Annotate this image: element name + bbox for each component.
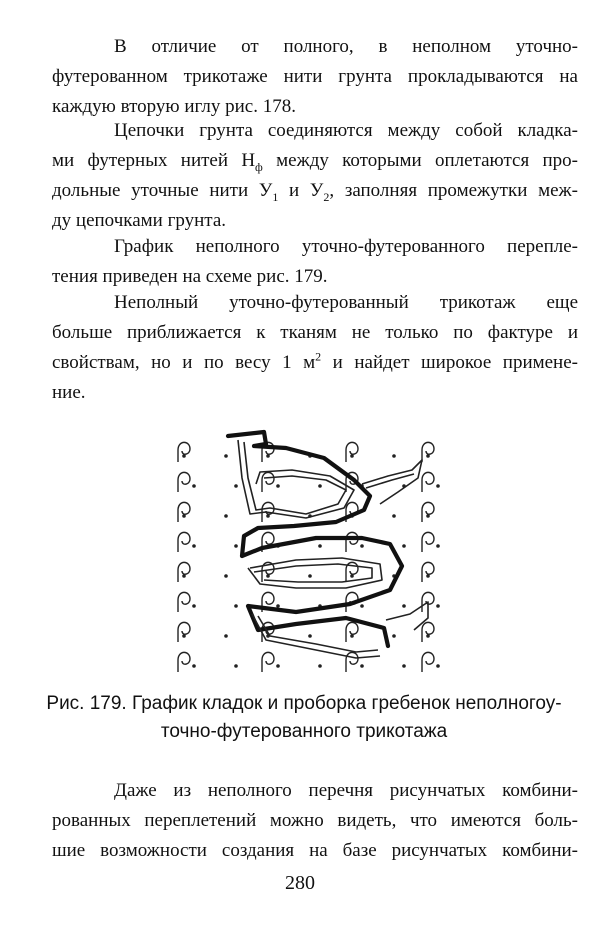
page-number: 280	[285, 872, 315, 894]
needle-dot	[436, 484, 440, 488]
text-line: Неполный уточно-футерованный трикотаж еще	[114, 292, 578, 313]
chain-loop	[422, 472, 434, 492]
chain-loop	[422, 652, 434, 672]
needle-dot	[224, 454, 228, 458]
needle-dot	[192, 484, 196, 488]
needle-dot	[318, 484, 322, 488]
needle-dot	[234, 484, 238, 488]
text-line: больше приближается к тканям не только по фактуре и	[52, 322, 578, 343]
chain-loop	[262, 472, 274, 492]
chain-loop	[346, 532, 358, 552]
text-fragment: ми футерных нитей Н	[52, 150, 256, 171]
text-fragment: , заполняя промежутки меж-	[329, 180, 578, 201]
needle-dot	[192, 604, 196, 608]
superscript: 2	[315, 349, 322, 364]
needle-dot	[436, 544, 440, 548]
needle-dot	[276, 664, 280, 668]
chain-loop	[178, 502, 190, 522]
needle-dot	[224, 514, 228, 518]
chain-loop	[422, 442, 434, 462]
needle-dot	[192, 664, 196, 668]
needle-dot	[192, 544, 196, 548]
chain-loop	[346, 442, 358, 462]
text-fragment: и У	[278, 180, 324, 201]
needle-dot	[402, 544, 406, 548]
text-line: ду цепочками грунта.	[52, 210, 226, 231]
text-fragment: и найдет широкое примене-	[321, 352, 578, 373]
chain-loop	[178, 562, 190, 582]
text-line	[52, 176, 578, 206]
text-line	[52, 348, 578, 378]
needle-dot	[436, 664, 440, 668]
needle-dot	[392, 634, 396, 638]
text-line: В отличие от полного, в неполном уточно-	[114, 36, 578, 57]
lapping-diagram-figure	[166, 418, 442, 676]
needle-dot	[318, 664, 322, 668]
subscript: 1	[272, 189, 279, 204]
laying-in-thread-thick	[228, 432, 402, 646]
chain-loop	[346, 622, 358, 642]
chain-loop	[422, 562, 434, 582]
text-line: шие возможности создания на базе рисунчатых комбини-	[52, 840, 578, 861]
needle-dot	[224, 574, 228, 578]
paragraph-3	[52, 232, 578, 292]
text-line: Даже из неполного перечня рисунчатых комбини-	[114, 780, 578, 801]
needle-dot	[318, 544, 322, 548]
chain-loop	[178, 442, 190, 462]
chain-loop	[422, 532, 434, 552]
text-line: тения приведен на схеме рис. 179.	[52, 266, 328, 287]
needle-dot	[276, 604, 280, 608]
needle-dot	[234, 604, 238, 608]
needle-dot	[234, 664, 238, 668]
text-line: рованных переплетений можно видеть, что имеются боль-	[52, 810, 578, 831]
needle-dot	[402, 604, 406, 608]
chain-loop	[422, 502, 434, 522]
text-line: каждую вторую иглу рис. 178.	[52, 96, 296, 117]
chain-loop	[178, 472, 190, 492]
text-line: Цепочки грунта соединяются между собой кладка-	[114, 120, 578, 141]
chain-loop	[178, 532, 190, 552]
chain-loop	[422, 622, 434, 642]
paragraph-4	[52, 288, 578, 408]
chain-loop	[178, 622, 190, 642]
needle-dot	[234, 544, 238, 548]
needle-dot	[392, 454, 396, 458]
subscript: 2	[323, 189, 330, 204]
needle-dot	[308, 634, 312, 638]
text-fragment: свойствам, но и по весу 1 м	[52, 352, 316, 373]
text-line: ние.	[52, 382, 86, 403]
needle-dot	[224, 634, 228, 638]
needle-dot	[276, 484, 280, 488]
needle-dot	[402, 664, 406, 668]
chain-loop	[178, 592, 190, 612]
needle-dot	[436, 604, 440, 608]
subscript: ф	[255, 159, 263, 174]
needle-dot	[360, 544, 364, 548]
text-line	[52, 146, 578, 176]
chain-loop	[262, 652, 274, 672]
text-line: футерованном трикотаже нити грунта прокладываются на	[52, 66, 578, 87]
needle-dot	[360, 604, 364, 608]
figure-caption-line-1: Рис. 179. График кладок и проборка гребенок неполногоу-	[46, 693, 562, 714]
needle-dot	[392, 514, 396, 518]
text-fragment: между которыми оплетаются про-	[262, 150, 578, 171]
paragraph-1	[52, 32, 578, 122]
paragraph-5	[52, 776, 578, 866]
paragraph-2	[52, 116, 578, 236]
needle-dot	[360, 664, 364, 668]
chain-loop	[346, 652, 358, 672]
needle-dot	[308, 574, 312, 578]
text-line: График неполного уточно-футерованного перепле-	[114, 236, 578, 257]
figure-caption-line-2: точно-футерованного трикотажа	[160, 721, 448, 742]
text-fragment: дольные уточные нити У	[52, 180, 273, 201]
chain-loop	[178, 652, 190, 672]
